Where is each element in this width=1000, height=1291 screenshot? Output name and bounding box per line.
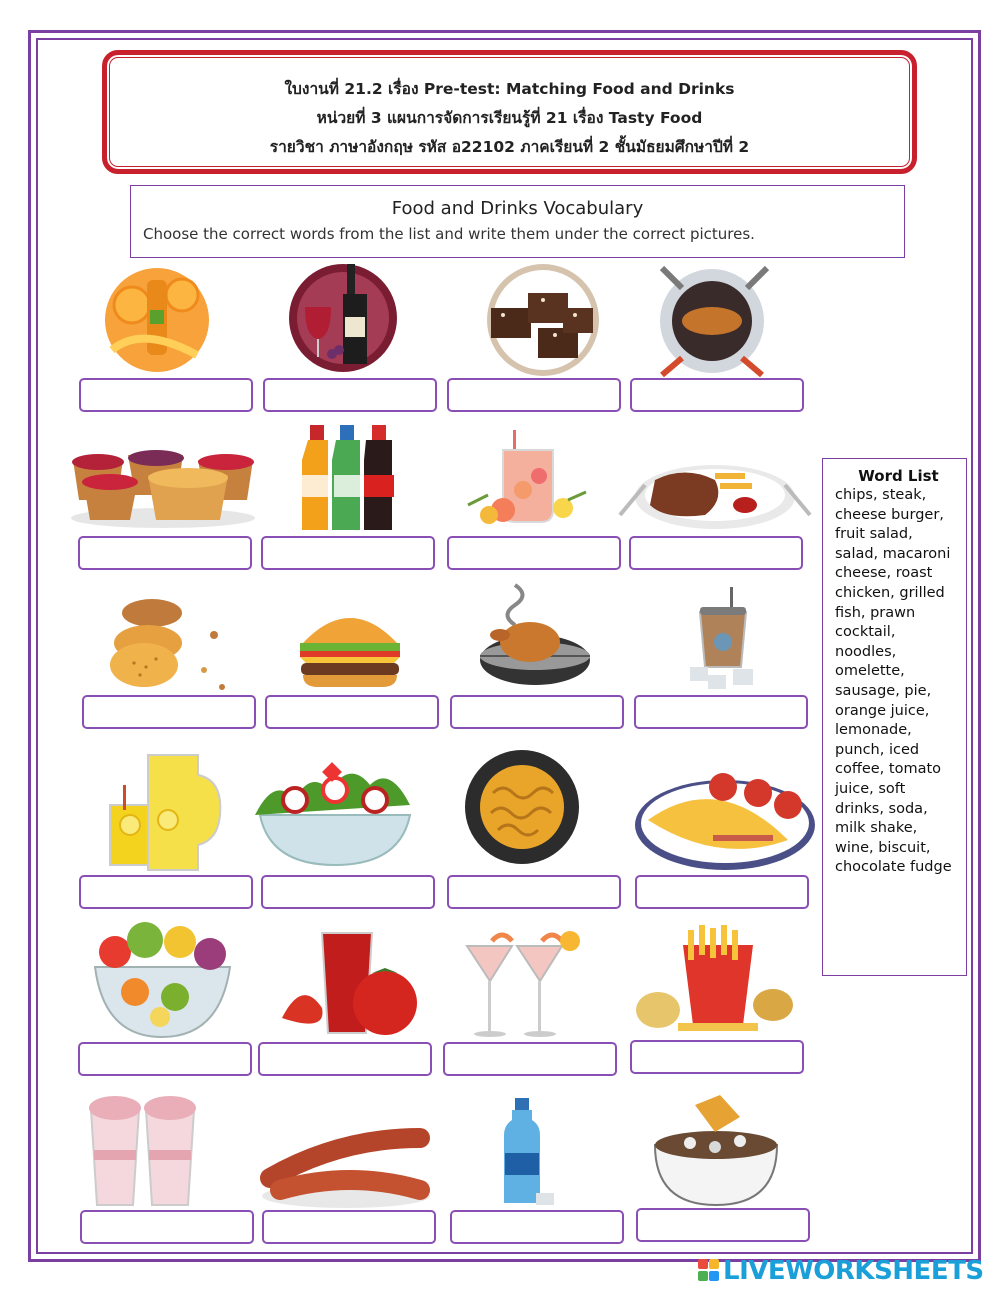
orange-juice-picture [102,265,212,375]
lemonade-picture [108,750,226,872]
prawn-cocktail-picture [462,926,582,1041]
header-line-1: ใบงานที่ 21.2 เรื่อง Pre-test: Matching Food and Drinks [284,80,735,98]
answer-box-5[interactable] [78,536,252,570]
iced-coffee-picture [688,587,758,692]
word-list-box [822,458,967,976]
word-list-line: noodles, [835,643,897,660]
word-list-line: coffee, tomato [835,761,942,778]
instruction-text: Choose the correct words from the list and write them under the correct pictures. [143,225,755,243]
answer-box-2[interactable] [263,378,437,412]
wine-picture [287,262,399,374]
answer-box-11[interactable] [450,695,624,729]
answer-box-19[interactable] [443,1042,617,1076]
answer-box-24[interactable] [636,1208,810,1242]
word-list-line: sausage, pie, [835,682,932,699]
answer-box-14[interactable] [261,875,435,909]
steak-picture [615,445,815,535]
logo-mark-icon [698,1259,720,1283]
answer-box-9[interactable] [82,695,256,729]
answer-box-12[interactable] [634,695,808,729]
word-list-line: drinks, soda, [835,800,928,817]
answer-box-10[interactable] [265,695,439,729]
logo-text: LIVEWORKSHEETS [723,1256,984,1286]
word-list-line: lemonade, [835,722,912,739]
biscuit-picture [104,595,239,695]
answer-box-20[interactable] [630,1040,804,1074]
pie-picture [68,450,258,530]
roast-chicken-picture [465,580,605,692]
cheese-burger-picture [295,603,405,688]
word-list-line: chips, steak, [835,487,927,503]
answer-box-16[interactable] [635,875,809,909]
worksheet-title: Food and Drinks Vocabulary [391,198,644,219]
soft-drinks-picture [300,420,400,532]
word-list-line: orange juice, [835,702,930,719]
salad-picture [250,760,420,870]
answer-box-3[interactable] [447,378,621,412]
milk-shake-picture [86,1090,206,1210]
word-list-body [835,486,962,878]
instructions-box [130,185,905,258]
word-list-line: milk shake, [835,820,918,837]
chips-picture [633,925,803,1040]
word-list-line: omelette, [835,663,905,680]
fruit-salad-picture [85,912,240,1042]
noodles-picture [650,1095,782,1210]
word-list-line: salad, macaroni [835,545,951,562]
liveworksheets-logo [698,1255,984,1287]
word-list-line: cheese, roast [835,565,933,582]
grilled-fish-picture [657,263,772,378]
soda-picture [500,1098,555,1206]
chocolate-fudge-picture [483,263,603,378]
sausage-picture [260,1118,432,1210]
answer-box-4[interactable] [630,378,804,412]
word-list-line: fish, prawn [835,604,916,621]
word-list-line: cheese burger, [835,506,944,523]
worksheet-header [102,50,917,174]
word-list-line: punch, iced [835,741,920,758]
answer-box-8[interactable] [629,536,803,570]
header-line-2: หน่วยที่ 3 แผนการจัดการเรียนรู้ที่ 21 เรื่อง Tasty Food [316,109,703,127]
tomato-juice-picture [277,928,422,1040]
word-list-line: wine, biscuit, [835,839,931,856]
answer-box-1[interactable] [79,378,253,412]
answer-box-7[interactable] [447,536,621,570]
punch-picture [463,410,591,528]
word-list-line: chicken, grilled [835,584,945,601]
macaroni-cheese-picture [463,748,581,866]
header-line-3: รายวิชา ภาษาอังกฤษ รหัส อ22102 ภาคเรียนที่ 2 ชั้นมัธยมศึกษาปีที่ 2 [269,138,750,156]
answer-box-23[interactable] [450,1210,624,1244]
word-list-line: cocktail, [835,624,896,641]
answer-box-13[interactable] [79,875,253,909]
answer-box-6[interactable] [261,536,435,570]
word-list-line: juice, soft [835,780,906,797]
word-list-title: Word List [858,467,939,485]
omelette-picture [633,765,818,873]
word-list-line: fruit salad, [835,526,913,543]
answer-box-18[interactable] [258,1042,432,1076]
answer-box-17[interactable] [78,1042,252,1076]
answer-box-22[interactable] [262,1210,436,1244]
answer-box-15[interactable] [447,875,621,909]
answer-box-21[interactable] [80,1210,254,1244]
word-list-line: chocolate fudge [835,859,952,876]
